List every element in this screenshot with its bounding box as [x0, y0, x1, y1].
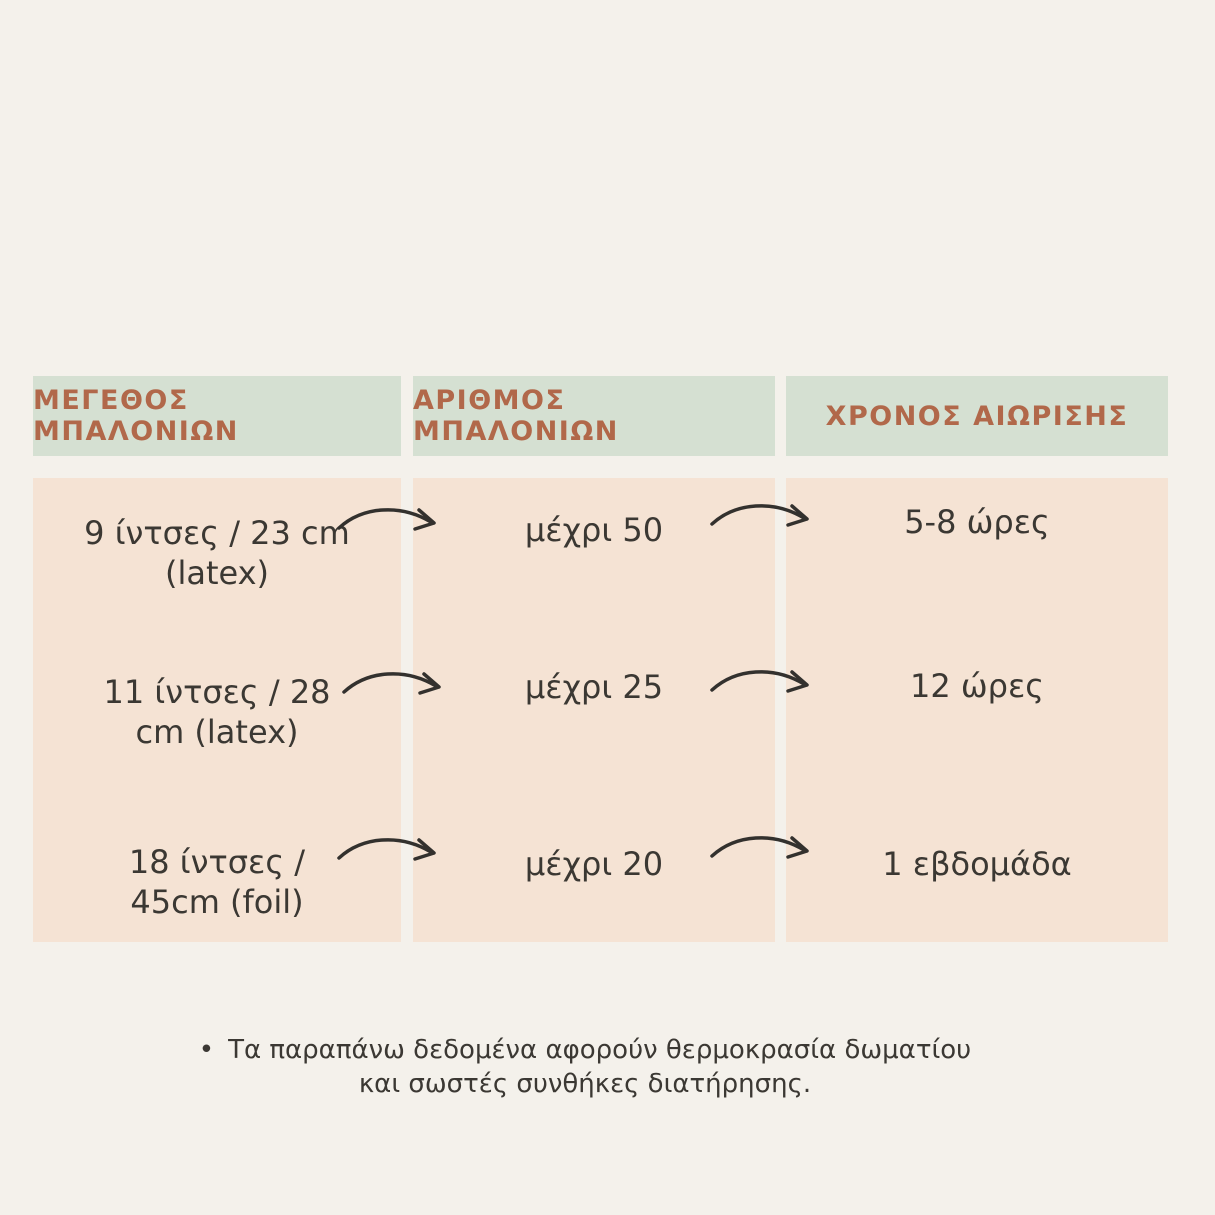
footnote-line2: και σωστές συνθήκες διατήρησης.	[358, 1069, 812, 1099]
footnote-line1-text: Τα παραπάνω δεδομένα αφορούν θερμοκρασία δωματίου	[228, 1035, 972, 1065]
curved-arrow-right-icon	[338, 660, 453, 708]
footnote	[0, 1033, 1170, 1101]
header-balloon-size	[33, 376, 401, 456]
header-float-time-label: ΧΡΟΝΟΣ ΑΙΩΡΙΣΗΣ	[825, 400, 1129, 432]
curved-arrow-right-icon	[706, 824, 821, 872]
cell-time-row2: 12 ώρες	[909, 667, 1045, 705]
cell-size-row1-line1: 9 ίντσες / 23 cm	[84, 514, 350, 552]
cell-count-row3: μέχρι 20	[524, 845, 664, 883]
cell-time-row1: 5-8 ώρες	[904, 503, 1050, 541]
cell-count-row1: μέχρι 50	[524, 511, 664, 549]
bullet-icon: •	[198, 1035, 215, 1065]
cell-size-row1-line2: (latex)	[164, 554, 270, 592]
cell-size-row3-line1: 18 ίντσες /	[128, 843, 306, 881]
footnote-line1	[0, 1033, 1170, 1067]
curved-arrow-right-icon	[333, 826, 448, 874]
header-balloon-count	[413, 376, 775, 456]
cell-size-row2-line1: 11 ίντσες / 28	[103, 673, 331, 711]
header-balloon-size-label: ΜΕΓΕΘΟΣ ΜΠΑΛΟΝΙΩΝ	[33, 385, 239, 447]
curved-arrow-right-icon	[706, 658, 821, 706]
curved-arrow-right-icon	[706, 492, 821, 540]
cell-size-row3-line2: 45cm (foil)	[130, 883, 304, 921]
curved-arrow-right-icon	[333, 496, 448, 544]
cell-size-row2-line2: cm (latex)	[135, 713, 299, 751]
cell-time-row3: 1 εβδομάδα	[882, 845, 1072, 883]
cell-count-row2: μέχρι 25	[524, 668, 664, 706]
header-float-time	[786, 376, 1168, 456]
header-balloon-count-label: ΑΡΙΘΜΟΣ ΜΠΑΛΟΝΙΩΝ	[413, 385, 619, 447]
